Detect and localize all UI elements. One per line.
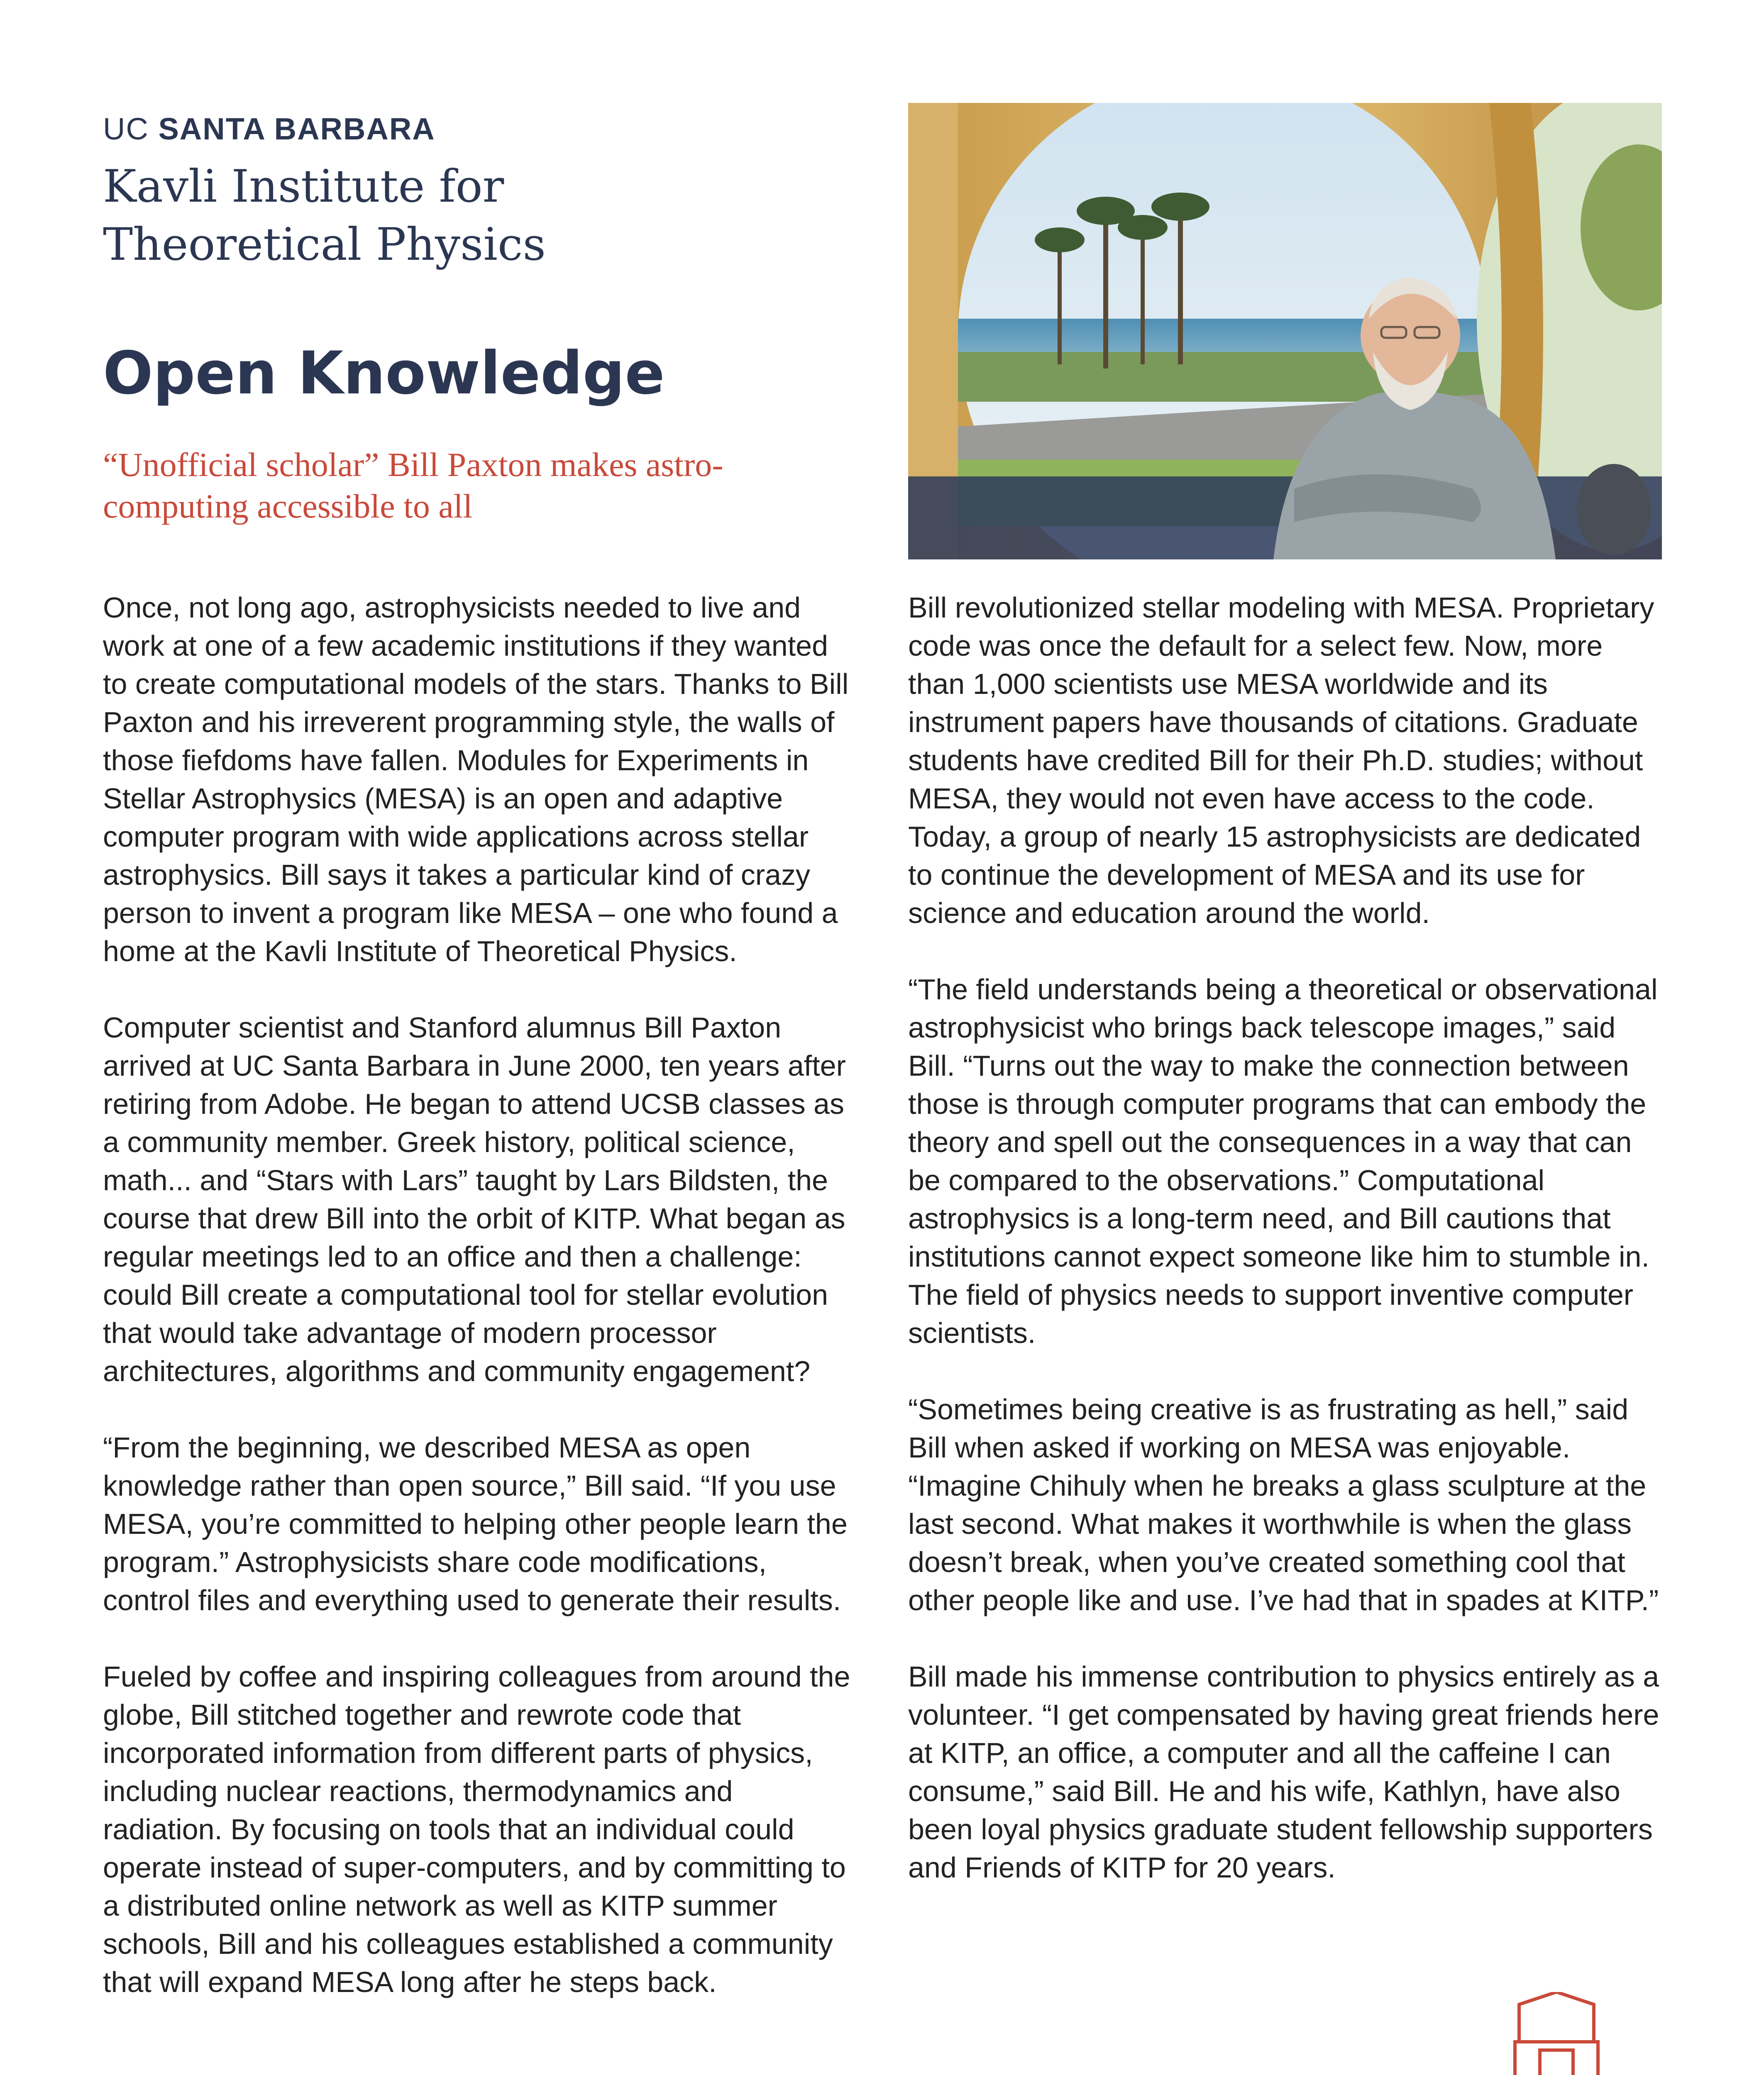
institute-name [103,158,684,274]
university-wordmark [103,111,435,146]
article-column-right [908,588,1664,1887]
wordmark-uc: UC [103,112,149,146]
body-paragraph: “The field understands being a theoretical or observational astrophysicist who brings back telescope images,” said Bill. “Turns out the way to make the connection between those is through computer programs that can embody the theory and spell out the consequences in a way that can be compared to the observations.” Computational astrophysics is a long-term need, and Bill cautions that institutions cannot expect someone like him to stumble in. The field of physics needs to support inventive computer scientists. [908,973,1658,1349]
body-paragraph: Once, not long ago, astrophysicists needed to live and work at one of a few academic institutions if they wanted to create computational models of the stars. Thanks to Bill Paxton and his irreverent programming style, the walls of those fiefdoms have fallen. Modules for Experiments in Stellar Astrophysics (MESA) is an open and adaptive computer program with wide applications across stellar astrophysics. Bill says it takes a particular kind of crazy person to invent a program like MESA – one who found a home at the Kavli Institute of Theoretical Physics. [103,591,849,967]
article-title: Open Knowledge [103,339,665,408]
body-paragraph: “Sometimes being creative is as frustrating as hell,” said Bill when asked if working on MESA was enjoyable. “Imagine Chihuly when he breaks a glass sculpture at the last second. What makes it worthwhile is when the glass doesn’t break, when you’ve created something cool that other people like and use. I’ve had that in spades at KITP.” [908,1393,1659,1616]
bell-tower-icon [1453,1992,1660,2075]
institute-name-line-2: Theoretical Physics [103,219,546,271]
wordmark-university: SANTA BARBARA [158,112,435,146]
body-paragraph: Bill made his immense contribution to physics entirely as a volunteer. “I get compensated by having great friends here at KITP, an office, a computer and all the caffeine I can consume,” said Bill. He and his wife, Kathlyn, have also been loyal physics graduate student fellowship supporters and Friends of KITP for 20 years. [908,1660,1659,1884]
body-paragraph: “From the beginning, we described MESA as open knowledge rather than open source,” Bill said. “If you use MESA, you’re committed to helping other people learn the program.” Astrophysicists share code modifications, control files and everything used to generate their results. [103,1431,848,1616]
body-paragraph: Fueled by coffee and inspiring colleagues from around the globe, Bill stitched together and rewrote code that incorporated information from different parts of physics, including nuclear reactions, thermodynamics and radiation. By focusing on tools that an individual could operate instead of super-computers, and by committing to a distributed online network as well as KITP summer schools, Bill and his colleagues established a community that will expand MESA long after he steps back. [103,1660,850,1998]
body-paragraph: Computer scientist and Stanford alumnus Bill Paxton arrived at UC Santa Barbara in June 2000, ten years after retiring from Adobe. He began to attend UCSB classes as a community member. Greek history, political science, math... and “Stars with Lars” taught by Lars Bildsten, the course that drew Bill into the orbit of KITP. What began as regular meetings led to an office and then a challenge: could Bill create a computational tool for stellar evolution that would take advantage of modern processor architectures, algorithms and community engagement? [103,1011,846,1387]
article-subtitle: “Unofficial scholar” Bill Paxton makes astro-computing accessible to all [103,446,723,525]
portrait-photo [908,103,1662,559]
article-column-left [103,588,858,2001]
body-paragraph: Bill revolutionized stellar modeling with MESA. Proprietary code was once the default for a select few. Now, more than 1,000 scientists use MESA worldwide and its instrument papers have thousands of citations. Graduate students have credited Bill for their Ph.D. studies; without MESA, they would not even have access to the code. Today, a group of nearly 15 astrophysicists are dedicated to continue the development of MESA and its use for science and education around the world. [908,591,1654,929]
institute-name-line-1: Kavli Institute for [103,161,504,212]
